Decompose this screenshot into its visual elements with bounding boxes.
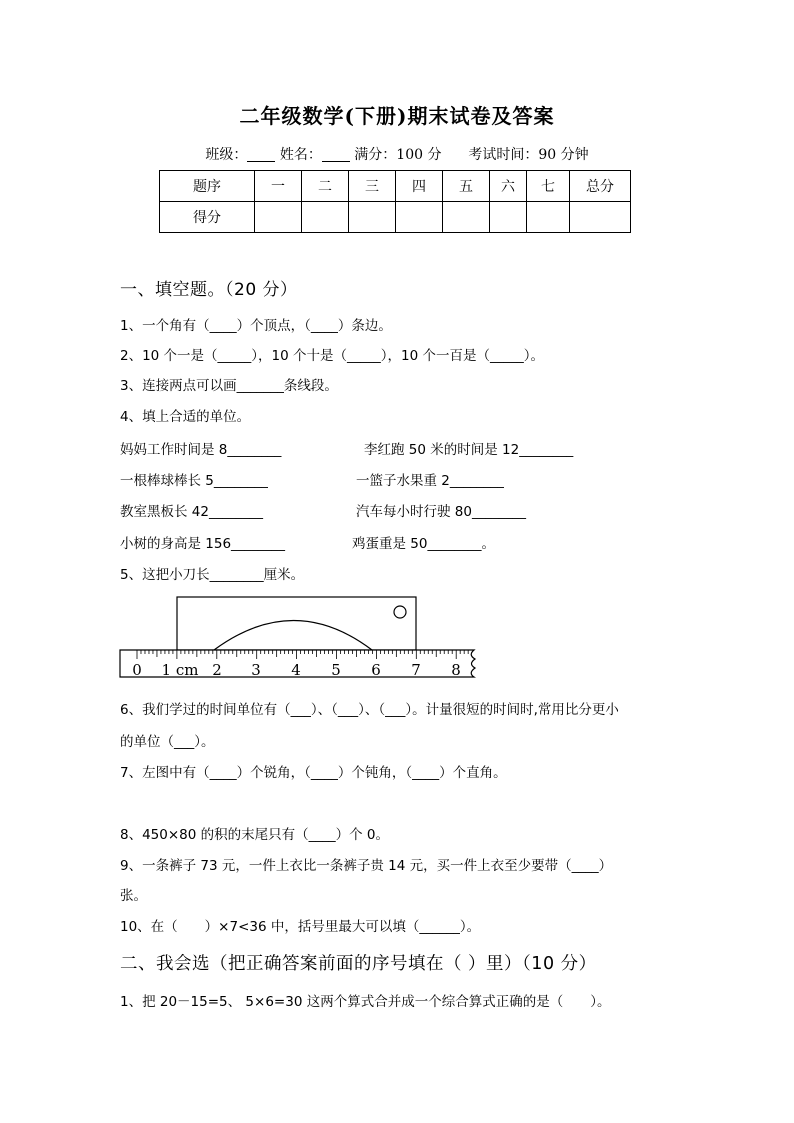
score-cell[interactable] [490,202,527,233]
ruler-label: 7 [411,661,421,679]
question-4: 4、填上合适的单位。 [120,409,251,425]
class-label: 班级： [205,147,248,163]
score-header: 七 [527,171,570,202]
unit-item: 教室黑板长 42________ [120,504,263,520]
exam-info [0,144,794,164]
score-header: 三 [349,171,396,202]
score-cell[interactable] [396,202,443,233]
score-header: 总分 [570,171,631,202]
score-header: 六 [490,171,527,202]
score-cell[interactable] [443,202,490,233]
score-header: 五 [443,171,490,202]
question-9-line1: 9、一条裤子 73 元，一件上衣比一条裤子贵 14 元，买一件上衣至少要带（____） [120,858,613,874]
exam-time: 考试时间：90 分钟 [468,147,589,163]
score-header: 二 [302,171,349,202]
question-9-line2: 张。 [120,888,147,904]
score-header-row [160,171,631,202]
score-cell[interactable] [255,202,302,233]
score-cell[interactable] [302,202,349,233]
ruler-label: 4 [291,661,301,679]
ruler-label: 1 cm [161,661,199,679]
name-label: 姓名： [279,147,322,163]
unit-item: 鸡蛋重是 50________。 [352,536,495,552]
unit-item: 一根棒球棒长 5________ [120,473,268,489]
unit-item: 李红跑 50 米的时间是 12________ [364,442,574,458]
knife-blade [177,597,416,650]
question-6-line2: 的单位（___）。 [120,734,215,750]
name-blank[interactable] [322,147,350,162]
question-8: 8、450×80 的积的末尾只有（____）个 0。 [120,827,390,843]
unit-item: 小树的身高是 156________ [120,536,286,552]
section2-question-1: 1、把 20－15=5、 5×6=30 这两个算式合并成一个综合算式正确的是（ ）。 [120,994,611,1010]
score-table [159,170,631,233]
ruler-label: 3 [251,661,261,679]
ruler-label: 5 [331,661,341,679]
unit-item: 一篮子水果重 2________ [356,473,504,489]
section1-title: 一、填空题。（20 分） [120,280,298,300]
score-header: 四 [396,171,443,202]
score-cell[interactable] [527,202,570,233]
class-blank[interactable] [247,147,275,162]
ruler-label: 0 [132,661,142,679]
question-1: 1、一个角有（____）个顶点，（____）条边。 [120,318,392,334]
question-6-line1: 6、我们学过的时间单位有（___）、（___）、（___）。计量很短的时间时,常用比分更小 [120,702,619,718]
ruler-label: 8 [451,661,461,679]
knife-hole [394,606,406,618]
ruler-label: 6 [371,661,381,679]
knife-ruler-figure [118,594,490,684]
question-2: 2、10 个一是（_____），10 个十是（_____），10 个一百是（_____）。 [120,348,544,364]
question-10: 10、在（ ）×7<36 中，括号里最大可以填（______）。 [120,919,481,935]
page-title: 二年级数学(下册)期末试卷及答案 [239,104,555,128]
ruler-labels [132,661,461,679]
ruler-label: 2 [212,661,222,679]
score-cell[interactable] [570,202,631,233]
unit-item: 汽车每小时行驶 80________ [356,504,526,520]
question-3: 3、连接两点可以画_______条线段。 [120,378,338,394]
score-header: 题序 [160,171,255,202]
full-score: 满分：100 分 [354,147,442,163]
score-row-label: 得分 [160,202,255,233]
question-5: 5、这把小刀长________厘米。 [120,567,305,583]
score-row [160,202,631,233]
question-7: 7、左图中有（____）个锐角，（____）个钝角，（____）个直角。 [120,765,507,781]
score-header: 一 [255,171,302,202]
section2-title: 二、我会选（把正确答案前面的序号填在（ ）里）（10 分） [120,954,597,974]
unit-item: 妈妈工作时间是 8________ [120,442,282,458]
score-cell[interactable] [349,202,396,233]
